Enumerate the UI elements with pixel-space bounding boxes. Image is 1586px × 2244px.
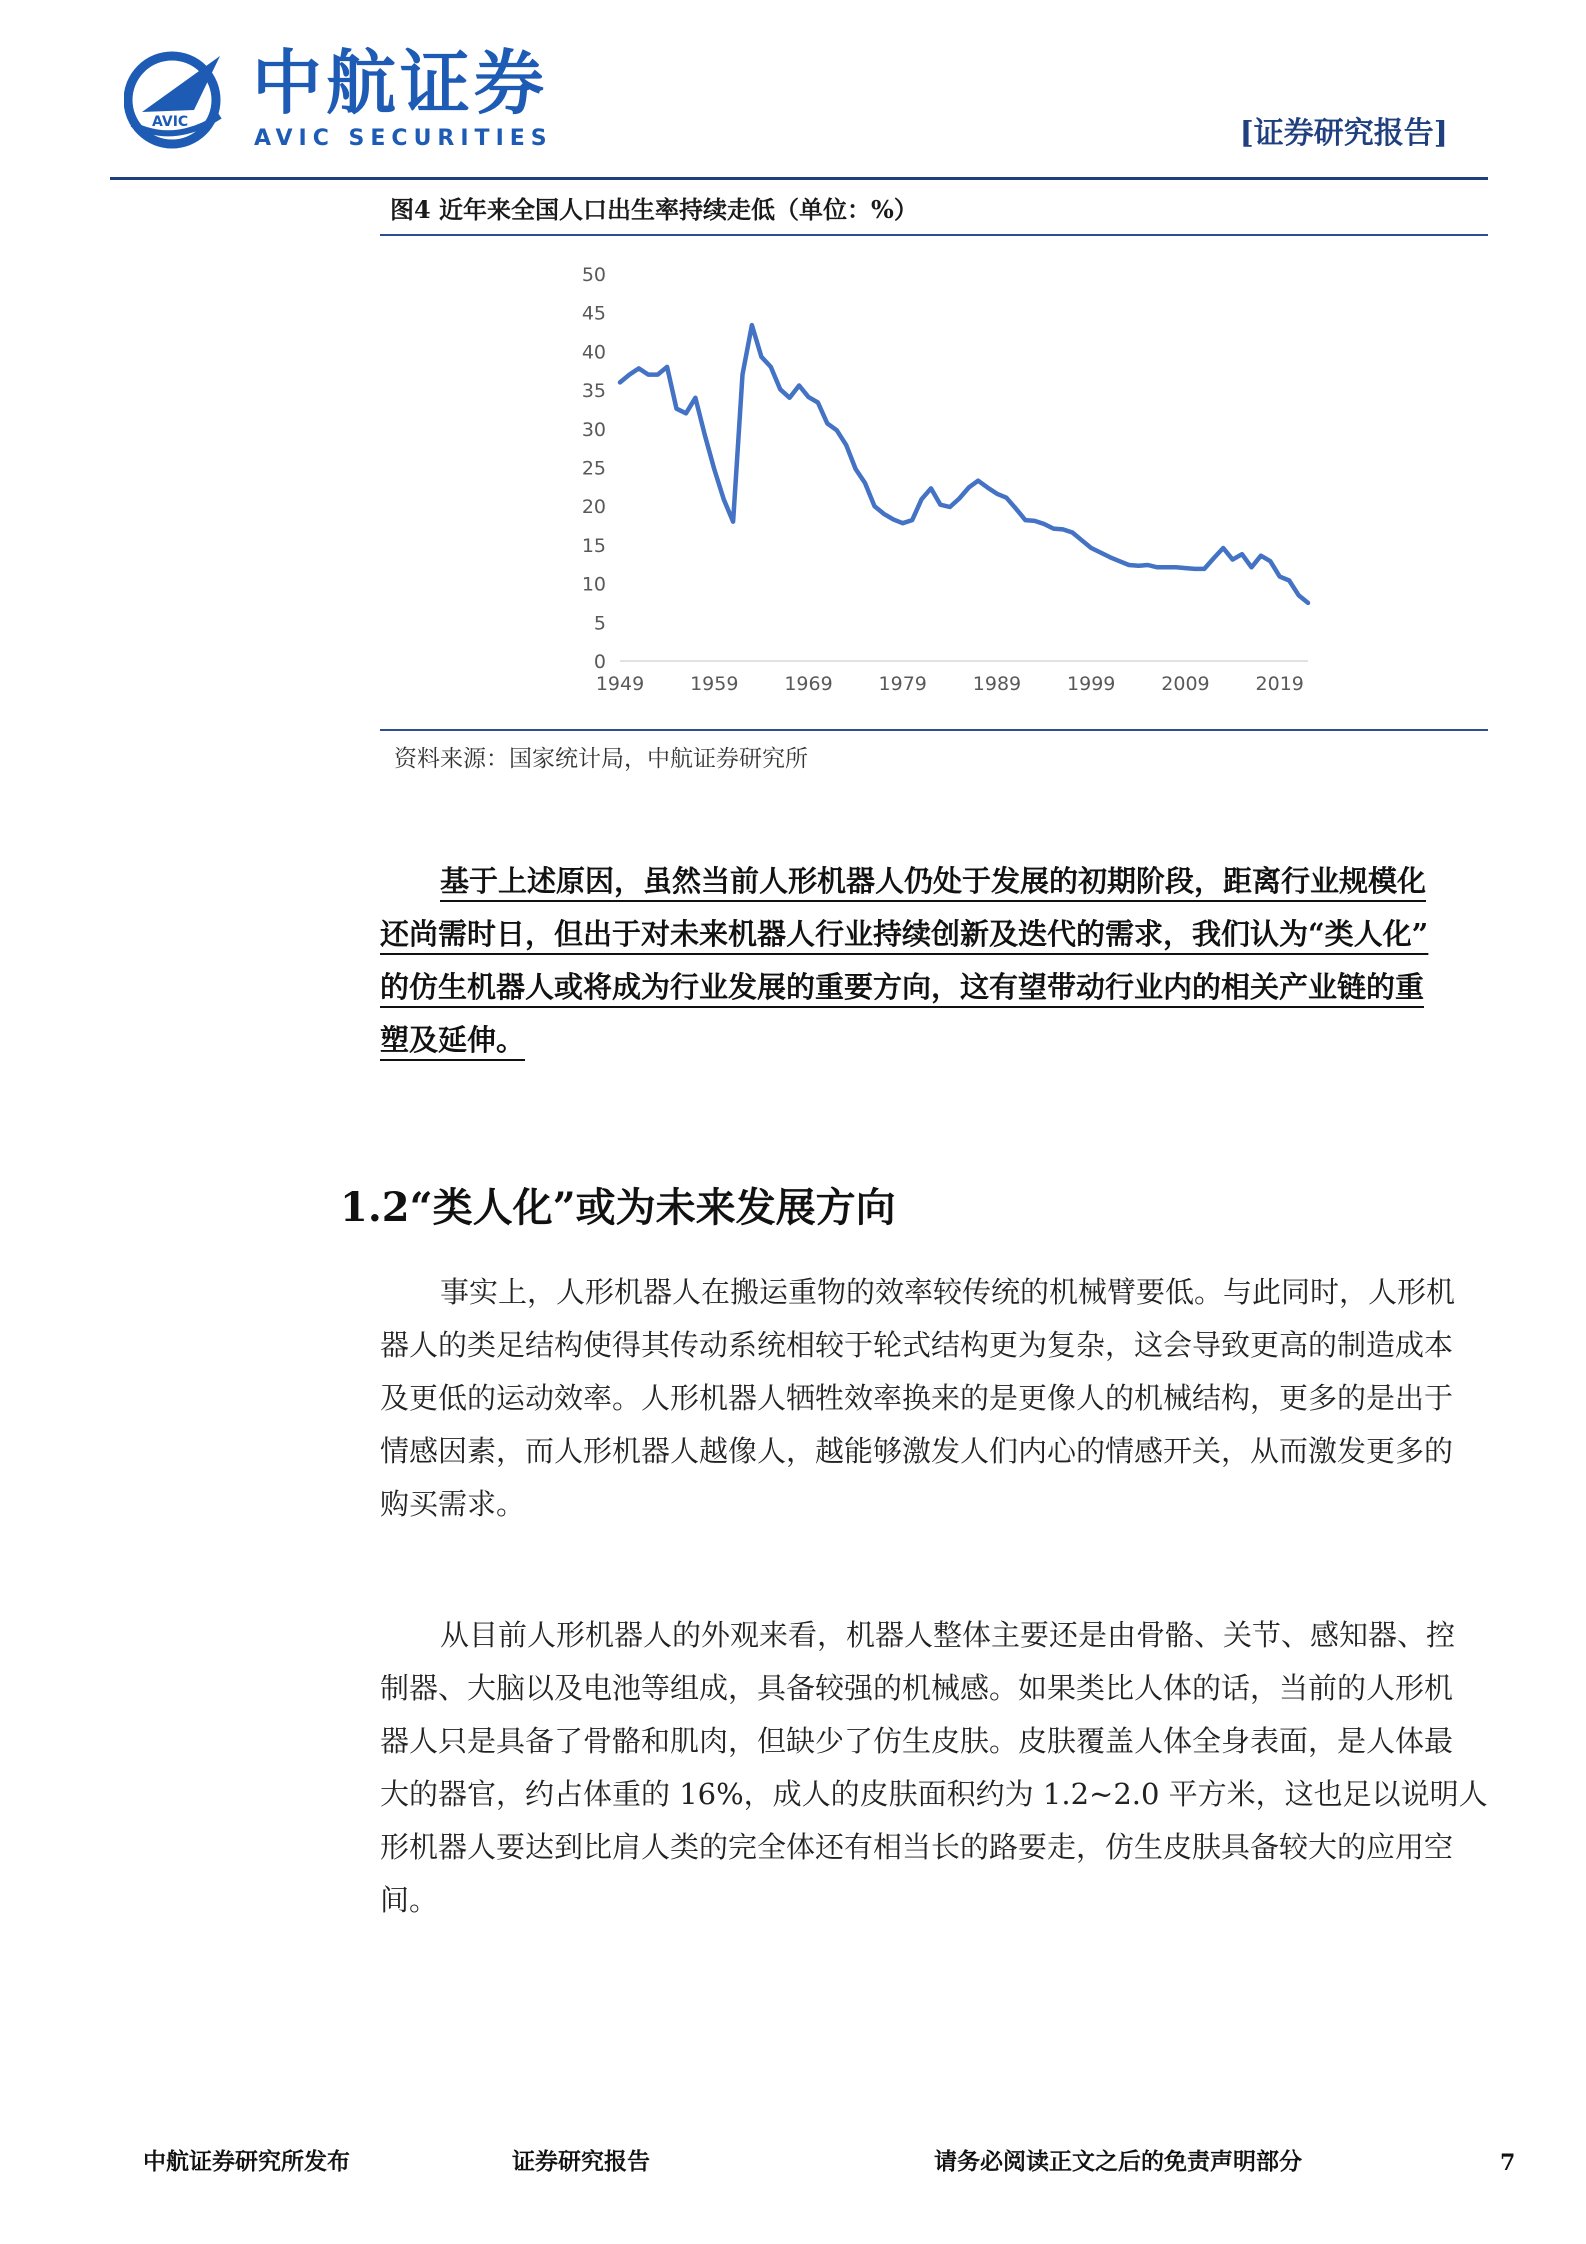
footer-report-type: 证券研究报告 [512, 2148, 650, 2175]
paragraph-line: 基于上述原因，虽然当前人形机器人仍处于发展的初期阶段，距离行业规模化 [440, 864, 1427, 898]
footer-publisher: 中航证券研究所发布 [143, 2148, 350, 2175]
report-type-tag: [证券研究报告] [1239, 116, 1448, 151]
y-tick-label: 5 [593, 612, 606, 635]
paragraph-line: 购买需求。 [380, 1487, 526, 1521]
figure-bottom-rule [380, 729, 1488, 731]
page-number: 7 [1500, 2150, 1516, 2176]
birth-rate-line-chart [560, 252, 1320, 708]
series-line [620, 325, 1308, 603]
y-tick-label: 45 [581, 302, 606, 325]
x-tick-label: 1989 [972, 673, 1022, 695]
y-tick-label: 40 [581, 341, 606, 364]
x-tick-label: 2009 [1161, 673, 1210, 695]
bold-conclusion-paragraph [380, 855, 1488, 1067]
paragraph-line: 大的器官，约占体重的 16%，成人的皮肤面积约为 1.2~2.0 平方米，这也足以说明人 [380, 1777, 1488, 1811]
logo-badge-text: AVIC [152, 114, 189, 130]
y-tick-label: 25 [581, 457, 606, 480]
y-tick-label: 15 [581, 534, 606, 557]
figure-top-rule [380, 234, 1488, 236]
y-tick-label: 35 [581, 380, 606, 403]
paragraph-line: 制器、大脑以及电池等组成，具备较强的机械感。如果类比人体的话，当前的人形机 [380, 1671, 1454, 1705]
logo-text-cn: 中航证券 [252, 42, 548, 124]
paragraph-line: 情感因素，而人形机器人越像人，越能够激发人们内心的情感开关，从而激发更多的 [380, 1434, 1454, 1468]
x-tick-label: 1949 [595, 673, 645, 695]
y-tick-label: 0 [593, 651, 606, 673]
y-tick-label: 10 [581, 573, 606, 596]
figure-title: 图4 近年来全国人口出生率持续走低（单位：%） [390, 195, 918, 224]
paragraph-line: 从目前人形机器人的外观来看，机器人整体主要还是由骨骼、关节、感知器、控 [440, 1618, 1456, 1652]
body-paragraph-1 [380, 1266, 1488, 1531]
body-paragraph-2 [380, 1609, 1488, 1927]
x-tick-label: 1959 [690, 673, 739, 695]
x-tick-label: 1979 [878, 673, 927, 695]
paragraph-line: 器人的类足结构使得其传动系统相较于轮式结构更为复杂，这会导致更高的制造成本 [380, 1328, 1454, 1362]
paragraph-line: 形机器人要达到比肩人类的完全体还有相当长的路要走，仿生皮肤具备较大的应用空 [380, 1830, 1454, 1864]
footer-disclaimer-note: 请务必阅读正文之后的免责声明部分 [934, 2148, 1302, 2175]
paragraph-line: 事实上，人形机器人在搬运重物的效率较传统的机械臂要低。与此同时，人形机 [440, 1275, 1456, 1309]
y-axis-labels [582, 264, 606, 673]
y-tick-label: 50 [581, 264, 606, 286]
paragraph-line: 的仿生机器人或将成为行业发展的重要方向，这有望带动行业内的相关产业链的重 [380, 970, 1425, 1004]
figure-source-note: 资料来源：国家统计局，中航证券研究所 [394, 746, 808, 772]
paragraph-line: 间。 [380, 1883, 439, 1917]
paragraph-line: 及更低的运动效率。人形机器人牺牲效率换来的是更像人的机械结构，更多的是出于 [380, 1381, 1454, 1415]
section-heading: 1.2“类人化”或为未来发展方向 [340, 1184, 896, 1231]
x-tick-label: 1999 [1067, 673, 1116, 695]
y-tick-label: 30 [581, 418, 606, 441]
header-divider [110, 177, 1488, 180]
x-tick-label: 1969 [784, 673, 833, 695]
logo-text-en: AVIC SECURITIES [254, 126, 553, 151]
x-axis [596, 661, 1308, 695]
paragraph-line: 还尚需时日，但出于对未来机器人行业持续创新及迭代的需求，我们认为“类人化” [380, 917, 1429, 951]
plot-area [620, 325, 1308, 603]
y-tick-label: 20 [581, 496, 606, 519]
paragraph-line: 塑及延伸。 [380, 1023, 526, 1057]
x-tick-label: 2019 [1255, 673, 1304, 695]
paragraph-line: 器人只是具备了骨骼和肌肉，但缺少了仿生皮肤。皮肤覆盖人体全身表面，是人体最 [380, 1724, 1454, 1758]
